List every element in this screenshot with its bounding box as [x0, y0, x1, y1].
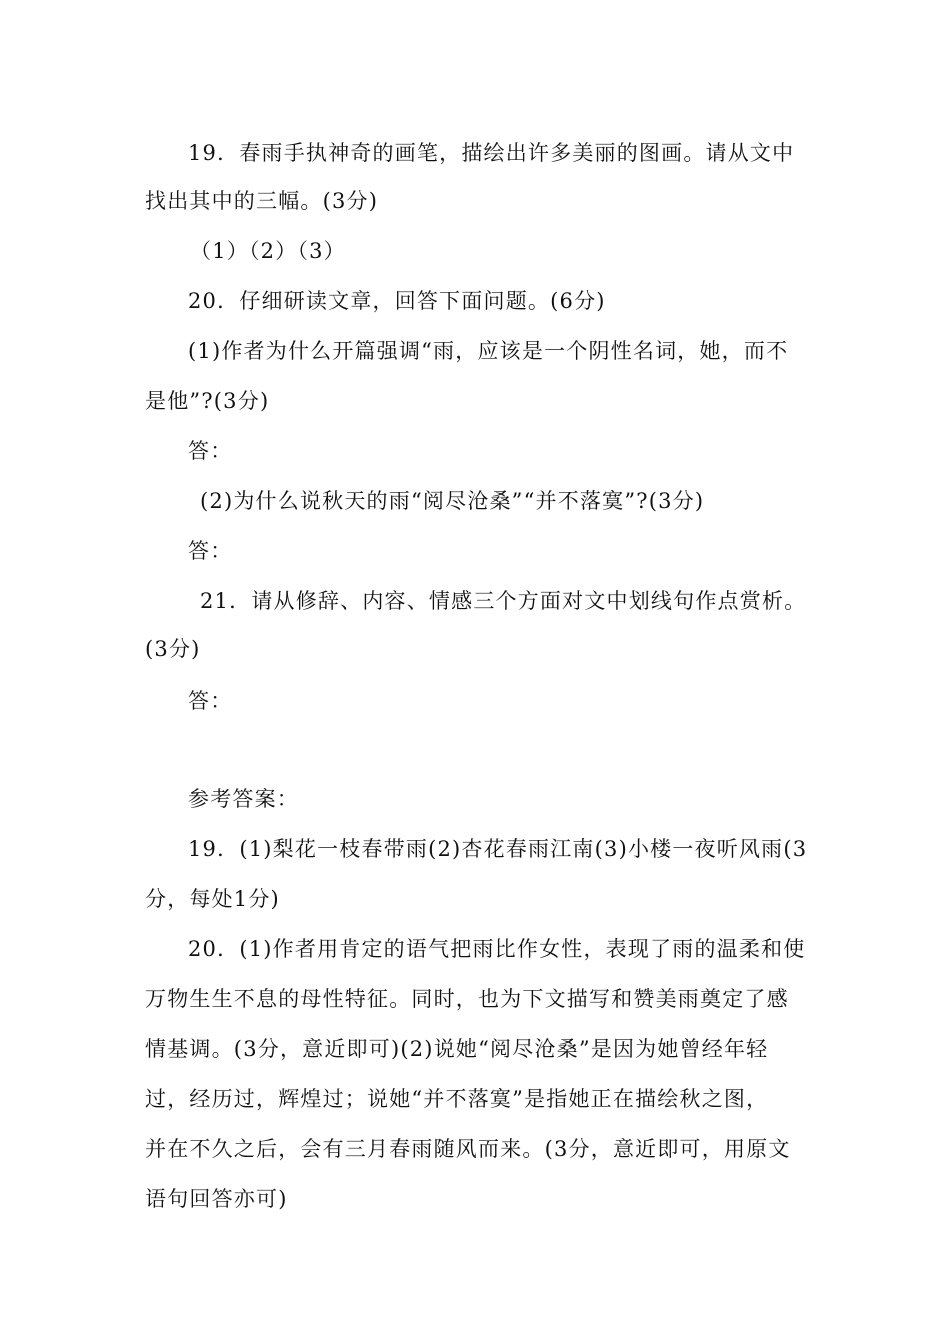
- answer-19: 19．(1)梨花一枝春带雨(2)杏花春雨江南(3)小楼一夜听风雨(3: [188, 837, 808, 861]
- question-20-1-prompt: (1)作者为什么开篇强调“雨，应该是一个阴性名词，她，而不: [188, 339, 789, 363]
- answer-label: 答：: [188, 439, 233, 463]
- question-20-prompt: 20．仔细研读文章，回答下面问题。(6分): [188, 289, 606, 313]
- question-19-prompt-cont: 找出其中的三幅。(3分): [145, 189, 379, 213]
- answer-label: 答：: [188, 539, 233, 563]
- answer-label: 答：: [188, 689, 233, 713]
- answer-20-cont-5: 语句回答亦可): [145, 1187, 288, 1211]
- answer-20-cont-2: 情基调。(3分，意近即可)(2)说她“阅尽沧桑”是因为她曾经年轻: [145, 1037, 769, 1061]
- answer-20: 20．(1)作者用肯定的语气把雨比作女性，表现了雨的温柔和使: [188, 937, 806, 961]
- reference-answers-heading: 参考答案：: [188, 787, 299, 811]
- question-21-prompt-cont: (3分): [145, 637, 201, 661]
- question-21-prompt: 21．请从修辞、内容、情感三个方面对文中划线句作点赏析。: [200, 589, 807, 613]
- question-19-blanks: （1）（2）（3）: [190, 239, 346, 263]
- answer-20-cont-1: 万物生生不息的母性特征。同时，也为下文描写和赞美雨奠定了感: [145, 987, 789, 1011]
- answer-19-cont: 分，每处1分): [145, 887, 280, 911]
- answer-20-cont-3: 过，经历过，辉煌过；说她“并不落寞”是指她正在描绘秋之图，: [145, 1087, 769, 1111]
- question-19-prompt: 19．春雨手执神奇的画笔，描绘出许多美丽的图画。请从文中: [188, 141, 795, 165]
- question-20-2-prompt: (2)为什么说秋天的雨“阅尽沧桑”“并不落寞”?(3分): [200, 489, 705, 513]
- question-20-1-prompt-cont: 是他”?(3分): [145, 389, 270, 413]
- answer-20-cont-4: 并在不久之后，会有三月春雨随风而来。(3分，意近即可，用原文: [145, 1137, 791, 1161]
